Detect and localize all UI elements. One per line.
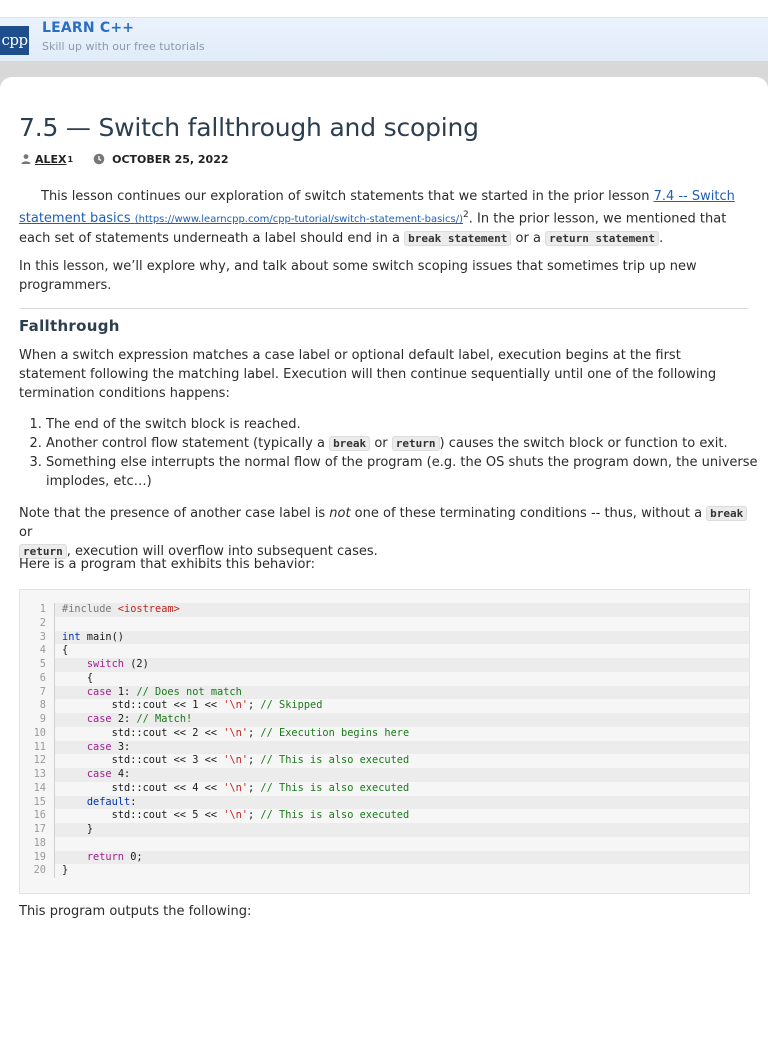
section-divider: [19, 308, 749, 309]
code-break: break: [706, 506, 747, 521]
code-return: return: [392, 436, 440, 451]
paragraph-2-text: In this lesson, we’ll explore why, and talk about some switch scoping issues that sometimes trip up new programmers.: [19, 259, 697, 293]
list-item: 2. Another control flow statement (typically a break or return ) causes the switch block or function to exit.: [46, 434, 768, 453]
code-line: 4 {: [20, 644, 749, 658]
code-line: 20 }: [20, 864, 749, 878]
code-line: 1 #include <iostream>: [20, 603, 749, 617]
code-return-statement: return statement: [545, 231, 659, 246]
clock-icon: [93, 153, 105, 165]
code-line: 2: [20, 617, 749, 631]
author-link[interactable]: ALEX: [35, 152, 67, 166]
intro-text: This lesson continues our exploration of switch statements that we started in the prior lesson: [41, 189, 654, 204]
intro-text-end: .: [659, 231, 664, 247]
paragraph-3: [19, 346, 749, 403]
top-margin: [0, 0, 768, 17]
intro-paragraph: [19, 187, 749, 248]
code-line: 9 case 2: // Match!: [20, 713, 749, 727]
list-item: 3. Something else interrupts the normal flow of the program (e.g. the OS shuts the program down, the universe implodes, etc…): [46, 453, 768, 491]
post-date: OCTOBER 25, 2022: [112, 152, 229, 166]
page-title: 7.5 — Switch fallthrough and scoping: [19, 113, 479, 142]
site-header: [0, 17, 768, 62]
code-line: 15 default:: [20, 796, 749, 810]
code-line: 10 std::cout << 2 << '\n'; // Execution begins here: [20, 727, 749, 741]
paragraph-5: [19, 555, 749, 574]
intro-text-3: or a: [511, 231, 546, 247]
site-logo[interactable]: cpp: [0, 26, 29, 55]
paragraph-5-text: Here is a program that exhibits this behavior:: [19, 557, 315, 572]
code-line: 18: [20, 837, 749, 851]
site-title[interactable]: LEARN C++: [42, 20, 135, 36]
author-ref: 1: [67, 154, 74, 164]
code-line: 17 }: [20, 823, 749, 837]
person-icon: [20, 153, 32, 165]
code-line: 3 int main(): [20, 631, 749, 645]
code-break: break: [329, 436, 370, 451]
code-line: 19 return 0;: [20, 851, 749, 865]
code-line: 11 case 3:: [20, 741, 749, 755]
list-item: 1. The end of the switch block is reached.: [46, 415, 768, 434]
emphasis-not: not: [329, 506, 351, 521]
paragraph-2: [19, 257, 749, 295]
section-heading-fallthrough: Fallthrough: [19, 317, 120, 335]
paragraph-4: Note that the presence of another case label is not one of these terminating conditions -- thus, without a break or return , execution will overflow into subsequent cases.: [19, 504, 749, 561]
code-line: 8 std::cout << 1 << '\n'; // Skipped: [20, 699, 749, 713]
termination-conditions-list: [19, 415, 768, 491]
link-ref: 2: [463, 210, 469, 220]
site-tagline: Skill up with our free tutorials: [42, 40, 205, 53]
code-return: return: [19, 544, 67, 559]
code-line: 13 case 4:: [20, 768, 749, 782]
post-meta: [20, 151, 229, 167]
paragraph-6-text: This program outputs the following:: [19, 904, 252, 919]
switch-basics-link[interactable]: 7.4 -- Switch statement basics (https://www.learncpp.com/cpp-tutorial/switch-statement-basics/): [19, 189, 735, 227]
code-line: 12 std::cout << 3 << '\n'; // This is also executed: [20, 754, 749, 768]
code-line: 5 switch (2): [20, 658, 749, 672]
code-line: 14 std::cout << 4 << '\n'; // This is also executed: [20, 782, 749, 796]
code-line: 7 case 1: // Does not match: [20, 686, 749, 700]
code-break-statement: break statement: [404, 231, 511, 246]
code-line: 16 std::cout << 5 << '\n'; // This is also executed: [20, 809, 749, 823]
paragraph-3-text: When a switch expression matches a case label or optional default label, execution begins at the first statement following the matching label. Execution will then continue sequentially until one of the following termination conditions happens:: [19, 348, 717, 401]
code-line: 6 {: [20, 672, 749, 686]
intro-text-2: . In the prior lesson, we mentioned that each set of statements underneath a label should end in a: [19, 211, 727, 247]
paragraph-6: [19, 902, 749, 921]
code-block[interactable]: [19, 589, 750, 894]
